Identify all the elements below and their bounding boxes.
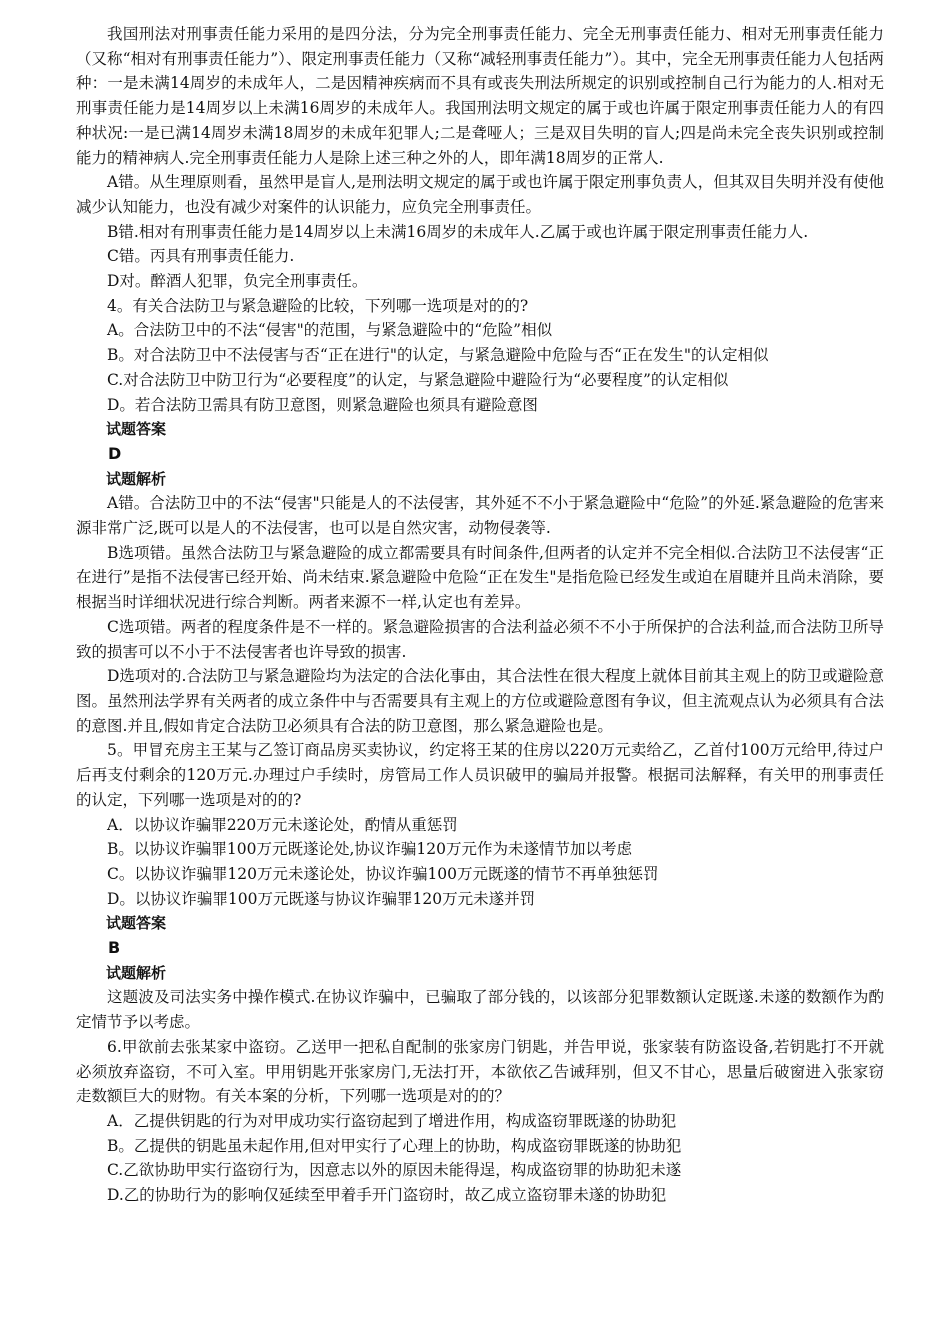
option-c: C.对合法防卫中防卫行为“必要程度”的认定，与紧急避险中避险行为“必要程度”的认定相似: [107, 370, 729, 389]
question-stem: 4。有关合法防卫与紧急避险的比较，下列哪一选项是对的的?: [107, 296, 529, 315]
question-stem: 6.甲欲前去张某家中盗窃。乙送甲一把私自配制的张家房门钥匙，并告甲说，张家装有防盗设备,若钥匙打不开就必须放弃盗窃，不可入室。甲用钥匙开张家房门,无法打开，本欲依乙告诫拜别，但又不甘心，思量后破窗进入张家窃走数额巨大的财物。有关本案的分析，下列哪一选项是对的的？: [76, 1037, 884, 1106]
intro-paragraph: 我国刑法对刑事责任能力采用的是四分法，分为完全刑事责任能力、完全无刑事责任能力、相对无刑事责任能力（又称“相对有刑事责任能力”）、限定刑事责任能力（又称“减轻刑事责任能力”）。其中，完全无刑事责任能力人包括两种：一是未满14周岁的未成年人，二是因精神疾病而不具有或丧失刑法所规定的识别或控制自己行为能力的人.相对无刑事责任能力是14周岁以上未满16周岁的未成年人。我国刑法明文规定的属于或也许属于限定刑事责任能力人的有四种状况:一是已满14周岁未满18周岁的未成年犯罪人;二是聋哑人；三是双目失明的盲人;四是尚未完全丧失识别或控制能力的精神病人.完全刑事责任能力人是除上述三种之外的人，即年满18周岁的正常人.: [76, 25, 884, 167]
question-6: [76, 1035, 884, 1208]
analysis-paragraph: 这题波及司法实务中操作模式.在协议诈骗中，已骗取了部分钱的，以该部分犯罪数额认定既遂.未遂的数额作为酌定情节予以考虑。: [76, 988, 884, 1032]
option-c: C。以协议诈骗罪120万元未遂论处，协议诈骗100万元既遂的情节不再单独惩罚: [107, 864, 659, 883]
analysis-heading: 试题解析: [106, 963, 167, 982]
option-a: A。合法防卫中的不法“侵害"的范围，与紧急避险中的“危险”相似: [107, 321, 553, 340]
question-4: [76, 294, 884, 739]
option-a: A．以协议诈骗罪220万元未遂论处，酌情从重惩罚: [107, 815, 458, 834]
answer-value: D: [108, 443, 122, 463]
analysis-option-d: D对。醉酒人犯罪，负完全刑事责任。: [107, 272, 368, 291]
analysis-option-c: C错。丙具有刑事责任能力.: [107, 247, 295, 266]
analysis-paragraph: B选项错。虽然合法防卫与紧急避险的成立都需要具有时间条件,但两者的认定并不完全相似.合法防卫不法侵害“正在进行”是指不法侵害已经开始、尚未结束.紧急避险中危险“正在发生"是指危险已经发生或迫在眉睫并且尚未消除，要根据当时详细状况进行综合判断。两者来源不一样,认定也有差异。: [76, 543, 884, 612]
analysis-option-a: A错。从生理原则看，虽然甲是盲人,是刑法明文规定的属于或也许属于限定刑事负责人，但其双目失明并没有使他减少认知能力，也没有减少对案件的认识能力，应负完全刑事责任。: [76, 173, 884, 216]
option-d: D。若合法防卫需具有防卫意图，则紧急避险也须具有避险意图: [107, 395, 538, 414]
option-d: D。以协议诈骗罪100万元既遂与协议诈骗罪120万元未遂并罚: [107, 889, 536, 908]
analysis-heading: 试题解析: [106, 469, 167, 488]
q3-analysis-section: [76, 22, 884, 294]
analysis-paragraph: D选项对的.合法防卫与紧急避险均为法定的合法化事由，其合法性在很大程度上就体目前其主观上的防卫或避险意图。虽然刑法学界有关两者的成立条件中与否需要具有主观上的方位或避险意图有争议，但主流观点认为必须具有合法的意图.并且,假如肯定合法防卫必须具有合法的防卫意图，那么紧急避险也是。: [76, 667, 884, 735]
option-b: B。对合法防卫中不法侵害与否“正在进行"的认定，与紧急避险中危险与否“正在发生"的认定相似: [107, 346, 769, 365]
option-d: D.乙的协助行为的影响仅延续至甲着手开门盗窃时，故乙成立盗窃罪未遂的协助犯: [107, 1186, 667, 1205]
question-stem: 5。甲冒充房主王某与乙签订商品房买卖协议，约定将王某的住房以220万元卖给乙，乙首付100万元给甲,待过户后再支付剩余的120万元.办理过户手续时，房管局工作人员识破甲的骗局并报警。根据司法解释，有关甲的刑事责任的认定，下列哪一选项是对的的?: [76, 741, 884, 809]
analysis-paragraph: A错。合法防卫中的不法“侵害"只能是人的不法侵害，其外延不不小于紧急避险中“危险”的外延.紧急避险的危害来源非常广泛,既可以是人的不法侵害，也可以是自然灾害，动物侵袭等.: [76, 494, 884, 538]
option-c: C.乙欲协助甲实行盗窃行为，因意志以外的原因未能得逞，构成盗窃罪的协助犯未遂: [107, 1161, 682, 1180]
option-b: B。以协议诈骗罪100万元既遂论处,协议诈骗120万元作为未遂情节加以考虑: [107, 840, 632, 859]
answer-heading: 试题答案: [106, 420, 167, 439]
option-b: B。乙提供的钥匙虽未起作用,但对甲实行了心理上的协助，构成盗窃罪既遂的协助犯: [107, 1136, 682, 1155]
question-5: [76, 738, 884, 1034]
answer-heading: 试题答案: [106, 914, 167, 933]
answer-value: B: [108, 938, 121, 958]
analysis-option-b: B错.相对有刑事责任能力是14周岁以上未满16周岁的未成年人.乙属于或也许属于限定刑事责任能力人.: [107, 222, 809, 241]
option-a: A．乙提供钥匙的行为对甲成功实行盗窃起到了增进作用，构成盗窃罪既遂的协助犯: [107, 1111, 677, 1130]
analysis-paragraph: C选项错。两者的程度条件是不一样的。紧急避险损害的合法利益必须不不小于所保护的合法利益,而合法防卫所导致的损害可以不小于不法侵害者也许导致的损害.: [76, 617, 884, 661]
